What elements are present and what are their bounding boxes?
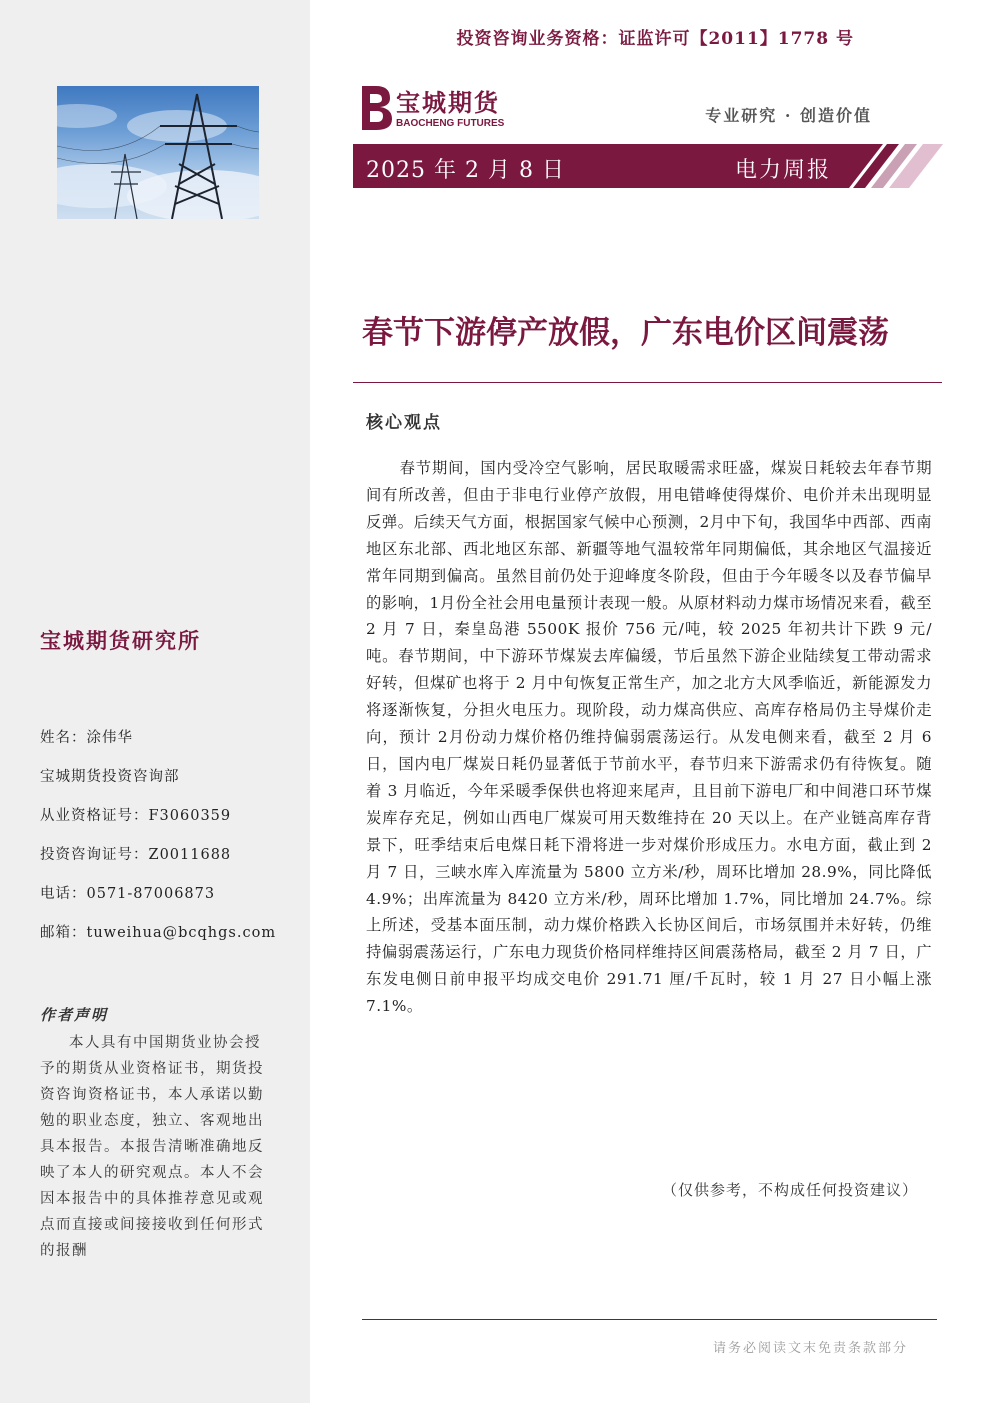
core-view-body: 春节期间，国内受冷空气影响，居民取暖需求旺盛，煤炭日耗较去年春节期间有所改善，但由于非电行业停产放假，用电错峰使得煤价、电价并未出现明显反弹。后续天气方面，根据国家气候中心预测，2月中下旬，我国华中西部、西南地区东北部、西北地区东部、新疆等地气温较常年同期偏低，其余地区气温接近常年同期到偏高。虽然目前仍处于迎峰度冬阶段，但由于今年暖冬以及春节偏早的影响，1月份全社会用电量预计表现一般。从原材料动力煤市场情况来看，截至 2 月 7 日，秦皇岛港 5500K 报价 756 元/吨，较 2025 年初共计下跌 9 元/吨。春节期间，中下游环节煤炭去库偏缓，节后虽然下游企业陆续复工带动需求好转，但煤矿也将于 2 月中旬恢复正常生产，加之北方大风季临近，新能源发力将逐渐恢复，分担火电压力。现阶段，动力煤高供应、高库存格局仍主导煤价走向，预计 2月份动力煤价格仍维持偏弱震荡运行。从发电侧来看，截至 2 月 6 日，国内电厂煤炭日耗仍显著低于节前水平，春节归来下游需求仍有待恢复。随着 3 月临近，今年采暖季保供也将迎来尾声，且目前下游电厂和中间港口环节煤炭库存充足，例如山西电厂煤炭可用天数维持在 20 天以上。在产业链高库存背景下，旺季结束后电煤日耗下滑将进一步对煤价形成压力。水电方面，截止到 2 月 7 日，三峡水库入库流量为 5800 立方米/秒，周环比增加 28.9%，同比降低 4.9%；出库流量为 8420 立方米/秒，周环比增加 1.7%，同比增加 24.7%。综上所述，受基本面压制，动力煤价格跌入长协区间后，市场氛围并未好转，仍维持偏弱震荡运行，广东电力现货价格同样维持区间震荡格局，截至 2 月 7 日，广东发电侧日前申报平均成交电价 291.71 厘/千瓦时，较 1 月 27 日小幅上涨 7.1%。: [366, 459, 932, 1016]
report-headline: 春节下游停产放假，广东电价区间震荡: [362, 315, 889, 351]
core-view-title: 核心观点: [366, 413, 442, 433]
qualification-number: 从业资格证号：F3060359: [40, 808, 232, 824]
sidebar: [0, 0, 310, 1403]
analyst-name: 姓名：涂伟华: [40, 730, 133, 746]
investment-disclaimer: （仅供参考，不构成任何投资建议）: [661, 1181, 918, 1199]
report-type: 电力周报: [735, 158, 832, 183]
author-declaration-title: 作者声明: [40, 1006, 109, 1024]
logo-name-en: BAOCHENG FUTURES: [396, 118, 505, 129]
power-tower-illustration: [57, 86, 259, 219]
power-tower-image: [57, 86, 259, 219]
slogan: 专业研究 · 创造价值: [705, 106, 872, 125]
consulting-certificate-number: 投资咨询证号：Z0011688: [40, 847, 232, 863]
email-address: 邮箱：tuweihua@bcqhgs.com: [40, 925, 277, 941]
footer-note: 请务必阅读文末免责条款部分: [712, 1341, 908, 1356]
phone-number: 电话：0571-87006873: [40, 886, 216, 902]
logo-name-cn: 宝城期货: [396, 88, 500, 117]
research-institute-title: 宝城期货研究所: [40, 628, 201, 653]
headline-divider: [353, 382, 942, 383]
analyst-department: 宝城期货投资咨询部: [40, 769, 180, 785]
report-date: 2025 年 2 月 8 日: [366, 158, 565, 183]
author-declaration-text: 本人具有中国期货业协会授予的期货从业资格证书，期货投资咨询资格证书，本人承诺以勤勉的职业态度，独立、客观地出具本报告。本报告清晰准确地反映了本人的研究观点。本人不会因本报告中的具体推荐意见或观点而直接或间接接收到任何形式的报酬: [40, 1035, 264, 1259]
license-statement: 投资咨询业务资格：证监许可【2011】1778 号: [456, 29, 854, 49]
footer-divider: [362, 1319, 937, 1320]
